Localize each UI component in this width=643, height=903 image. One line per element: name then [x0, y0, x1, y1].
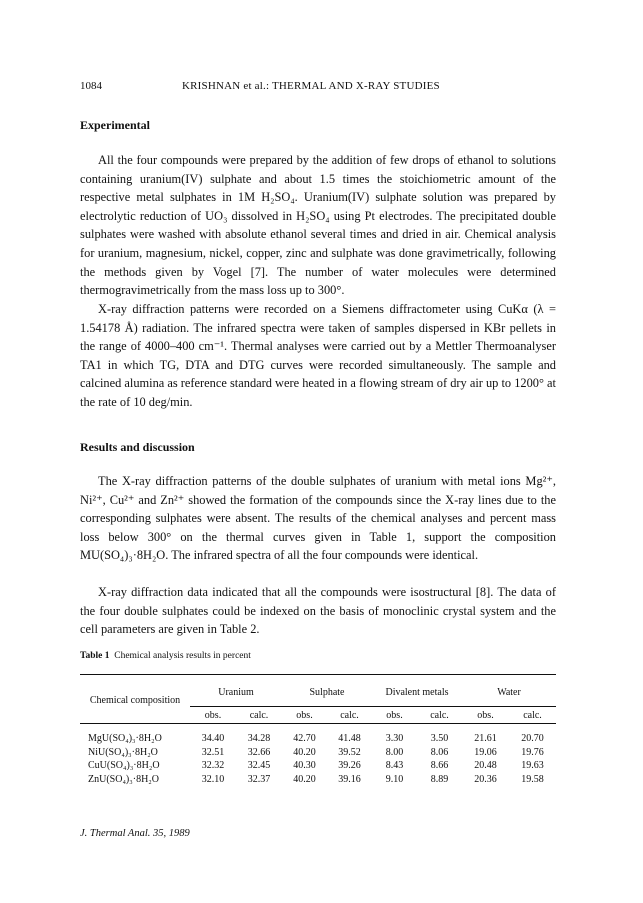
table-cell: 3.50 — [430, 733, 449, 745]
table-caption-text: Chemical analysis results in percent — [114, 651, 251, 661]
table-cell: 8.66 — [430, 760, 449, 772]
row-composition: NiU(SO₄)₃·8H₂O — [88, 746, 158, 758]
results-paragraph-1: The X-ray diffraction patterns of the double sulphates of uranium with metal ions Mg²⁺, Ni²⁺, Cu²⁺ and Zn²⁺ showed the formation of the compounds since the X-ray lines due to the corresponding sulphates were absent. The results of the chemical analyses and percent mass loss below 300° on the thermal curves given in Table 1, support the composition MU(SO₄)₃·8H₂O. The infrared spectra of all the four compounds were identical. — [80, 474, 556, 563]
column-header-water: Water — [462, 675, 556, 707]
table-row — [80, 773, 556, 787]
subheader-calc: calc. — [509, 707, 556, 724]
journal-footer: J. Thermal Anal. 35, 1989 — [80, 828, 190, 839]
table-cell: 8.00 — [385, 746, 404, 758]
table-cell: 32.51 — [201, 746, 225, 758]
section-heading-results: Results and discussion — [80, 440, 195, 454]
subheader-calc: calc. — [236, 707, 282, 724]
row-composition: ZnU(SO₄)₃·8H₂O — [88, 774, 160, 786]
page-number: 1084 — [80, 80, 102, 92]
table-cell: 8.43 — [385, 760, 404, 772]
column-header-sulphate: Sulphate — [282, 675, 372, 707]
table-cell: 8.89 — [430, 774, 449, 786]
column-header-composition: Chemical composition — [80, 675, 190, 724]
table-cell: 39.26 — [338, 760, 361, 772]
subheader-obs: obs. — [190, 707, 236, 724]
table-cell: 34.40 — [201, 733, 225, 745]
table-cell: 32.32 — [201, 760, 225, 772]
table-label: Table 1 — [80, 651, 110, 661]
table-cell: 40.20 — [293, 746, 316, 758]
table-cell: 20.70 — [521, 733, 544, 745]
chemical-analysis-table — [80, 674, 556, 786]
table-cell: 19.58 — [521, 774, 544, 786]
table-cell: 20.48 — [474, 760, 497, 772]
table-cell: 42.70 — [293, 733, 316, 745]
table-cell: 19.63 — [521, 760, 544, 772]
table-row — [80, 746, 556, 760]
results-paragraph-2: X-ray diffraction data indicated that all the compounds were isostructural [8]. The data of the four double sulphates could be indexed on the basis of monoclinic crystal system and the cell parameters are given in Table 2. — [80, 585, 556, 637]
table-cell: 34.28 — [247, 733, 271, 745]
table-cell: 39.52 — [338, 746, 361, 758]
table-row — [80, 724, 556, 746]
table-cell: 8.06 — [430, 746, 449, 758]
subheader-obs: obs. — [282, 707, 327, 724]
running-title: KRISHNAN et al.: THERMAL AND X-RAY STUDIES — [182, 80, 440, 92]
table-cell: 19.76 — [521, 746, 544, 758]
table-cell: 41.48 — [338, 733, 361, 745]
subheader-obs: obs. — [462, 707, 509, 724]
table-cell: 19.06 — [474, 746, 497, 758]
table-cell: 32.10 — [201, 774, 225, 786]
table-cell: 9.10 — [385, 774, 404, 786]
table-cell: 3.30 — [385, 733, 404, 745]
table-cell: 32.45 — [247, 760, 271, 772]
section-heading-experimental: Experimental — [80, 118, 150, 132]
experimental-paragraph-1: All the four compounds were prepared by the addition of few drops of ethanol to solutions containing uranium(IV) sulphate and about 1.5 times the stoichiometric amount of the respective metal sulphates in 1M H₂SO₄. Uranium(IV) sulphate solution was prepared by electrolytic reduction of UO₃ dissolved in H₂SO₄ using Pt electrodes. The precipitated double sulphates were washed with absolute ethanol several times and dried in air. Chemical analysis for uranium, magnesium, nickel, copper, zinc and sulphate was done gravimetrically, following the methods given by Vogel [7]. The number of water molecules were determined thermogravimetrically from the mass loss up to 300°. — [80, 153, 556, 298]
table-row — [80, 759, 556, 773]
table-cell: 21.61 — [474, 733, 497, 745]
table-cell: 32.37 — [247, 774, 271, 786]
table-cell: 40.20 — [293, 774, 316, 786]
table-cell: 40.30 — [293, 760, 316, 772]
row-composition: MgU(SO₄)₃·8H₂O — [88, 733, 162, 745]
table-cell: 32.66 — [247, 746, 271, 758]
row-composition: CuU(SO₄)₃·8H₂O — [88, 760, 160, 772]
table-caption — [80, 651, 251, 661]
table-cell: 39.16 — [338, 774, 361, 786]
subheader-calc: calc. — [327, 707, 372, 724]
column-header-divalent-metals: Divalent metals — [372, 675, 462, 707]
table-cell: 20.36 — [474, 774, 497, 786]
subheader-obs: obs. — [372, 707, 417, 724]
experimental-paragraph-2: X-ray diffraction patterns were recorded on a Siemens diffractometer using CuKα (λ = 1.54178 Å) radiation. The infrared spectra were taken of samples dispersed in KBr pellets in the range of 4000–400 cm⁻¹. Thermal analyses were carried out by a Mettler Thermoanalyser TA1 in which TG, DTA and DTG curves were recorded simultaneously. The sample and calcined alumina as reference standard were heated in a flowing stream of dry air up to 1200° at the rate of 10 deg/min. — [80, 302, 556, 409]
subheader-calc: calc. — [417, 707, 462, 724]
column-header-uranium: Uranium — [190, 675, 282, 707]
